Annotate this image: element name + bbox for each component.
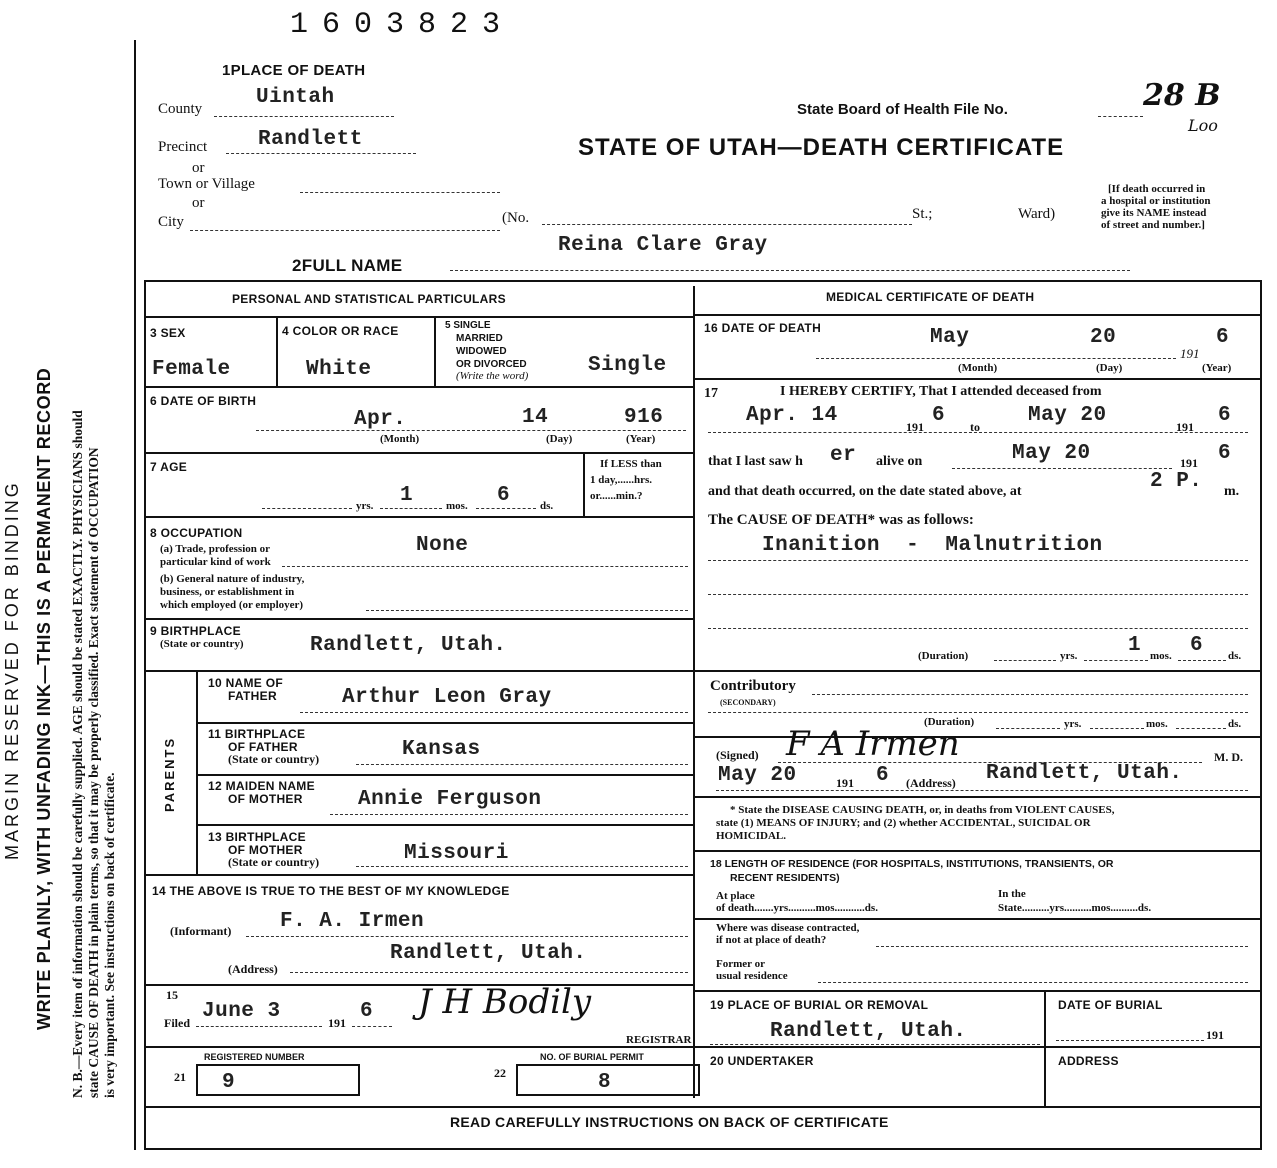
color-label: 4 COLOR OR RACE — [282, 324, 399, 338]
last-saw-year: 6 — [1218, 442, 1232, 465]
burial-year-prefix: 191 — [1206, 1028, 1224, 1042]
last-year-prefix: 191 — [1180, 456, 1198, 470]
contrib-ds-caption: ds. — [1228, 718, 1242, 730]
duration-ds-caption: ds. — [1228, 650, 1242, 662]
ward-label: Ward) — [1018, 206, 1056, 222]
signed-address: Randlett, Utah. — [986, 762, 1183, 785]
town-label: Town or Village — [158, 176, 255, 192]
dod-day-caption: (Day) — [1096, 362, 1123, 374]
occupation-b-1: (b) General nature of industry, — [160, 573, 305, 585]
former-1: Former or — [716, 958, 765, 970]
signed-year-prefix: 191 — [836, 776, 854, 790]
date-of-death-label: 16 DATE OF DEATH — [704, 321, 822, 335]
permit-field-num: 22 — [494, 1066, 506, 1080]
address-caption: (Address) — [228, 962, 278, 976]
mother-label-2: OF MOTHER — [228, 792, 303, 806]
attended-from-year: 6 — [932, 404, 946, 427]
cause-value: Inanition - Malnutrition — [762, 534, 1103, 557]
registered-number-label: REGISTERED NUMBER — [204, 1052, 305, 1062]
certify-statement: I HEREBY CERTIFY, That I attended deceased from — [780, 384, 1102, 399]
place-of-death-heading: 1PLACE OF DEATH — [222, 62, 366, 79]
precinct-label: Precinct — [158, 139, 208, 155]
informant-address: Randlett, Utah. — [390, 942, 587, 965]
duration-yrs-caption: yrs. — [1060, 650, 1078, 662]
birthplace-sub: (State or country) — [160, 638, 244, 650]
occupation-a-1: (a) Trade, profession or — [160, 543, 270, 555]
full-name-value: Reina Clare Gray — [558, 234, 768, 257]
in-state-1: In the — [998, 888, 1026, 900]
duration-days: 6 — [1190, 634, 1204, 657]
less-than-1: If LESS than — [600, 458, 662, 470]
marital-label-5: (Write the word) — [456, 370, 529, 382]
marital-label-4: OR DIVORCED — [456, 359, 527, 370]
age-label: 7 AGE — [150, 460, 188, 474]
from-year-prefix: 191 — [906, 420, 924, 434]
margin-binding-text: MARGIN RESERVED FOR BINDING — [2, 480, 22, 860]
burial-place-value: Randlett, Utah. — [770, 1020, 967, 1043]
registrar-caption: REGISTRAR — [626, 1034, 692, 1046]
father-bp-label-2: OF FATHER — [228, 740, 298, 754]
color-value: White — [306, 358, 372, 381]
signed-date: May 20 — [718, 764, 797, 787]
filed-year-prefix: 191 — [328, 1016, 346, 1030]
mother-bp-label-1: 13 BIRTHPLACE — [208, 830, 306, 844]
county-value: Uintah — [256, 86, 335, 109]
father-label-2: FATHER — [228, 689, 277, 703]
margin-nb-line-3: is very important. See instructions on back of certificate. — [102, 772, 117, 1098]
registrar-signature: J H Bodily — [418, 982, 592, 1022]
m-caption: m. — [1224, 484, 1240, 499]
informant-statement: 14 THE ABOVE IS TRUE TO THE BEST OF MY KNOWLEDGE — [152, 884, 510, 898]
margin-ink-text: WRITE PLAINLY, WITH UNFADING INK—THIS IS A PERMANENT RECORD — [34, 367, 54, 1030]
contracted-1: Where was disease contracted, — [716, 922, 860, 934]
father-value: Arthur Leon Gray — [342, 686, 552, 709]
marital-value: Single — [588, 354, 667, 377]
contributory-label: Contributory — [710, 678, 796, 694]
occupation-b-3: which employed (or employer) — [160, 599, 304, 611]
md-caption: M. D. — [1214, 750, 1243, 764]
age-months: 1 — [400, 484, 414, 507]
filed-year-digit: 6 — [360, 1000, 374, 1023]
medical-heading: MEDICAL CERTIFICATE OF DEATH — [826, 290, 1035, 304]
at-place-1: At place — [716, 890, 755, 902]
to-year-prefix: 191 — [1176, 420, 1194, 434]
marital-label-1: 5 SINGLE — [445, 320, 491, 331]
duration-months: 1 — [1128, 634, 1142, 657]
county-label: County — [158, 101, 203, 117]
duration-mos-caption: mos. — [1150, 650, 1172, 662]
contrib-mos-caption: mos. — [1146, 718, 1168, 730]
signed-caption: (Signed) — [716, 748, 759, 762]
age-mos-caption: mos. — [446, 500, 468, 512]
dob-year-caption: (Year) — [626, 433, 656, 445]
to-caption: to — [970, 420, 980, 434]
mother-bp-label-2: OF MOTHER — [228, 843, 303, 857]
former-2: usual residence — [716, 970, 788, 982]
margin-nb-line-2: state CAUSE OF DEATH in plain terms, so that it may be properly classified. Exact statement of OCCUPATION — [86, 447, 101, 1098]
street-no-label: (No. — [502, 210, 530, 226]
precinct-value: Randlett — [258, 128, 363, 151]
city-label: City — [158, 214, 184, 230]
dob-year: 916 — [624, 406, 664, 429]
residence-label-1: 18 LENGTH OF RESIDENCE (FOR HOSPITALS, INSTITUTIONS, TRANSIENTS, OR — [710, 858, 1114, 870]
last-saw-label-a: that I last saw h — [708, 454, 803, 469]
burial-place-label: 19 PLACE OF BURIAL OR REMOVAL — [710, 998, 929, 1012]
personal-heading: PERSONAL AND STATISTICAL PARTICULARS — [232, 292, 506, 306]
father-bp-label-1: 11 BIRTHPLACE — [208, 727, 306, 741]
dob-day: 14 — [522, 406, 549, 429]
state-file-label: State Board of Health File No. — [797, 101, 1008, 118]
age-days: 6 — [497, 484, 511, 507]
dod-month: May — [930, 326, 970, 349]
occupation-a-2: particular kind of work — [160, 556, 271, 568]
dob-label: 6 DATE OF BIRTH — [150, 394, 257, 408]
hospital-note-1: [If death occurred in — [1108, 183, 1206, 195]
full-name-label: 2FULL NAME — [292, 256, 403, 275]
hospital-note-3: give its NAME instead — [1101, 207, 1207, 219]
death-hour: 2 P. — [1150, 470, 1203, 493]
residence-label-2: RECENT RESIDENTS) — [730, 872, 840, 884]
contributory-sub: (SECONDARY) — [720, 698, 776, 707]
state-file-extra: Loo — [1188, 116, 1218, 135]
father-bp-label-3: (State or country) — [228, 752, 320, 766]
mother-label-1: 12 MAIDEN NAME — [208, 779, 315, 793]
cause-note-1: * State the DISEASE CAUSING DEATH, or, in deaths from VIOLENT CAUSES, — [730, 804, 1115, 816]
signed-year: 6 — [876, 764, 890, 787]
hospital-note-2: a hospital or institution — [1101, 195, 1211, 207]
mother-bp-value: Missouri — [404, 842, 509, 865]
father-bp-value: Kansas — [402, 738, 481, 761]
informant-name: F. A. Irmen — [280, 910, 425, 933]
burial-permit-label: NO. OF BURIAL PERMIT — [540, 1052, 644, 1062]
dod-year-digit: 6 — [1216, 326, 1230, 349]
marital-label-2: MARRIED — [456, 333, 503, 344]
parents-side-label: PARENTS — [162, 736, 177, 812]
contracted-2: if not at place of death? — [716, 934, 827, 946]
less-than-2: 1 day,......hrs. — [590, 474, 653, 486]
registered-field-num: 21 — [174, 1070, 186, 1084]
attended-to-year: 6 — [1218, 404, 1232, 427]
attended-to-date: May 20 — [1028, 404, 1107, 427]
last-saw-pronoun: er — [830, 444, 857, 467]
certificate-number: 1603823 — [290, 8, 515, 42]
undertaker-label: 20 UNDERTAKER — [710, 1054, 814, 1068]
contrib-yrs-caption: yrs. — [1064, 718, 1082, 730]
occupation-value: None — [416, 534, 469, 557]
contrib-duration-caption: (Duration) — [924, 716, 975, 728]
filed-caption: Filed — [164, 1016, 190, 1030]
last-saw-label-b: alive on — [876, 454, 923, 469]
sex-value: Female — [152, 358, 231, 381]
cause-note-3: HOMICIDAL. — [716, 830, 786, 842]
birthplace-value: Randlett, Utah. — [310, 634, 507, 657]
physician-signature: F A Irmen — [786, 724, 960, 764]
dob-day-caption: (Day) — [546, 433, 573, 445]
birthplace-label: 9 BIRTHPLACE — [150, 624, 241, 638]
mother-value: Annie Ferguson — [358, 788, 542, 811]
dod-year-caption: (Year) — [1202, 362, 1232, 374]
duration-caption: (Duration) — [918, 650, 969, 662]
state-file-number: 28 B — [1143, 78, 1221, 113]
informant-caption: (Informant) — [170, 924, 232, 938]
sex-label: 3 SEX — [150, 326, 186, 340]
signed-address-caption: (Address) — [906, 776, 956, 790]
marital-label-3: WIDOWED — [456, 346, 507, 357]
registered-number-box — [196, 1064, 360, 1096]
attended-from-date: Apr. 14 — [746, 404, 838, 427]
cause-label: The CAUSE OF DEATH* was as follows: — [708, 512, 974, 528]
filed-date: June 3 — [202, 1000, 281, 1023]
hospital-note-4: of street and number.] — [1101, 219, 1205, 231]
filing-number: 15 — [166, 988, 178, 1002]
undertaker-address-label: ADDRESS — [1058, 1054, 1119, 1068]
occurred-label: and that death occurred, on the date stated above, at — [708, 484, 1022, 499]
street-label: St.; — [912, 206, 933, 222]
margin-nb-line-1: N. B.—Every item of information should be carefully supplied. AGE should be stated EXACTLY. PHYSICIANS should — [70, 410, 85, 1098]
dod-month-caption: (Month) — [958, 362, 998, 374]
or-label-2: or — [192, 195, 205, 211]
in-state-2: State..........yrs..........mos..........ds. — [998, 902, 1152, 914]
occupation-b-2: business, or establishment in — [160, 586, 295, 598]
less-than-3: or......min.? — [590, 490, 643, 502]
mother-bp-label-3: (State or country) — [228, 855, 320, 869]
father-label-1: 10 NAME OF — [208, 676, 284, 690]
age-yrs-caption: yrs. — [356, 500, 374, 512]
dob-month: Apr. — [354, 408, 407, 431]
burial-date-label: DATE OF BURIAL — [1058, 998, 1163, 1012]
registered-number: 9 — [222, 1071, 236, 1094]
dod-year-prefix: 191 — [1180, 346, 1200, 361]
age-ds-caption: ds. — [540, 500, 554, 512]
burial-permit-number: 8 — [598, 1071, 612, 1094]
cause-note-2: state (1) MEANS OF INJURY; and (2) whether ACCIDENTAL, SUICIDAL OR — [716, 817, 1091, 829]
item-17: 17 — [704, 386, 718, 401]
certificate-title: STATE OF UTAH—DEATH CERTIFICATE — [578, 134, 1065, 161]
last-saw-date: May 20 — [1012, 442, 1091, 465]
occupation-label: 8 OCCUPATION — [150, 526, 243, 540]
or-label-1: or — [192, 160, 205, 176]
footer-instructions: READ CAREFULLY INSTRUCTIONS ON BACK OF CERTIFICATE — [450, 1114, 889, 1130]
at-place-2: of death.......yrs..........mos...........ds. — [716, 902, 878, 914]
dob-month-caption: (Month) — [380, 433, 420, 445]
dod-day: 20 — [1090, 326, 1117, 349]
